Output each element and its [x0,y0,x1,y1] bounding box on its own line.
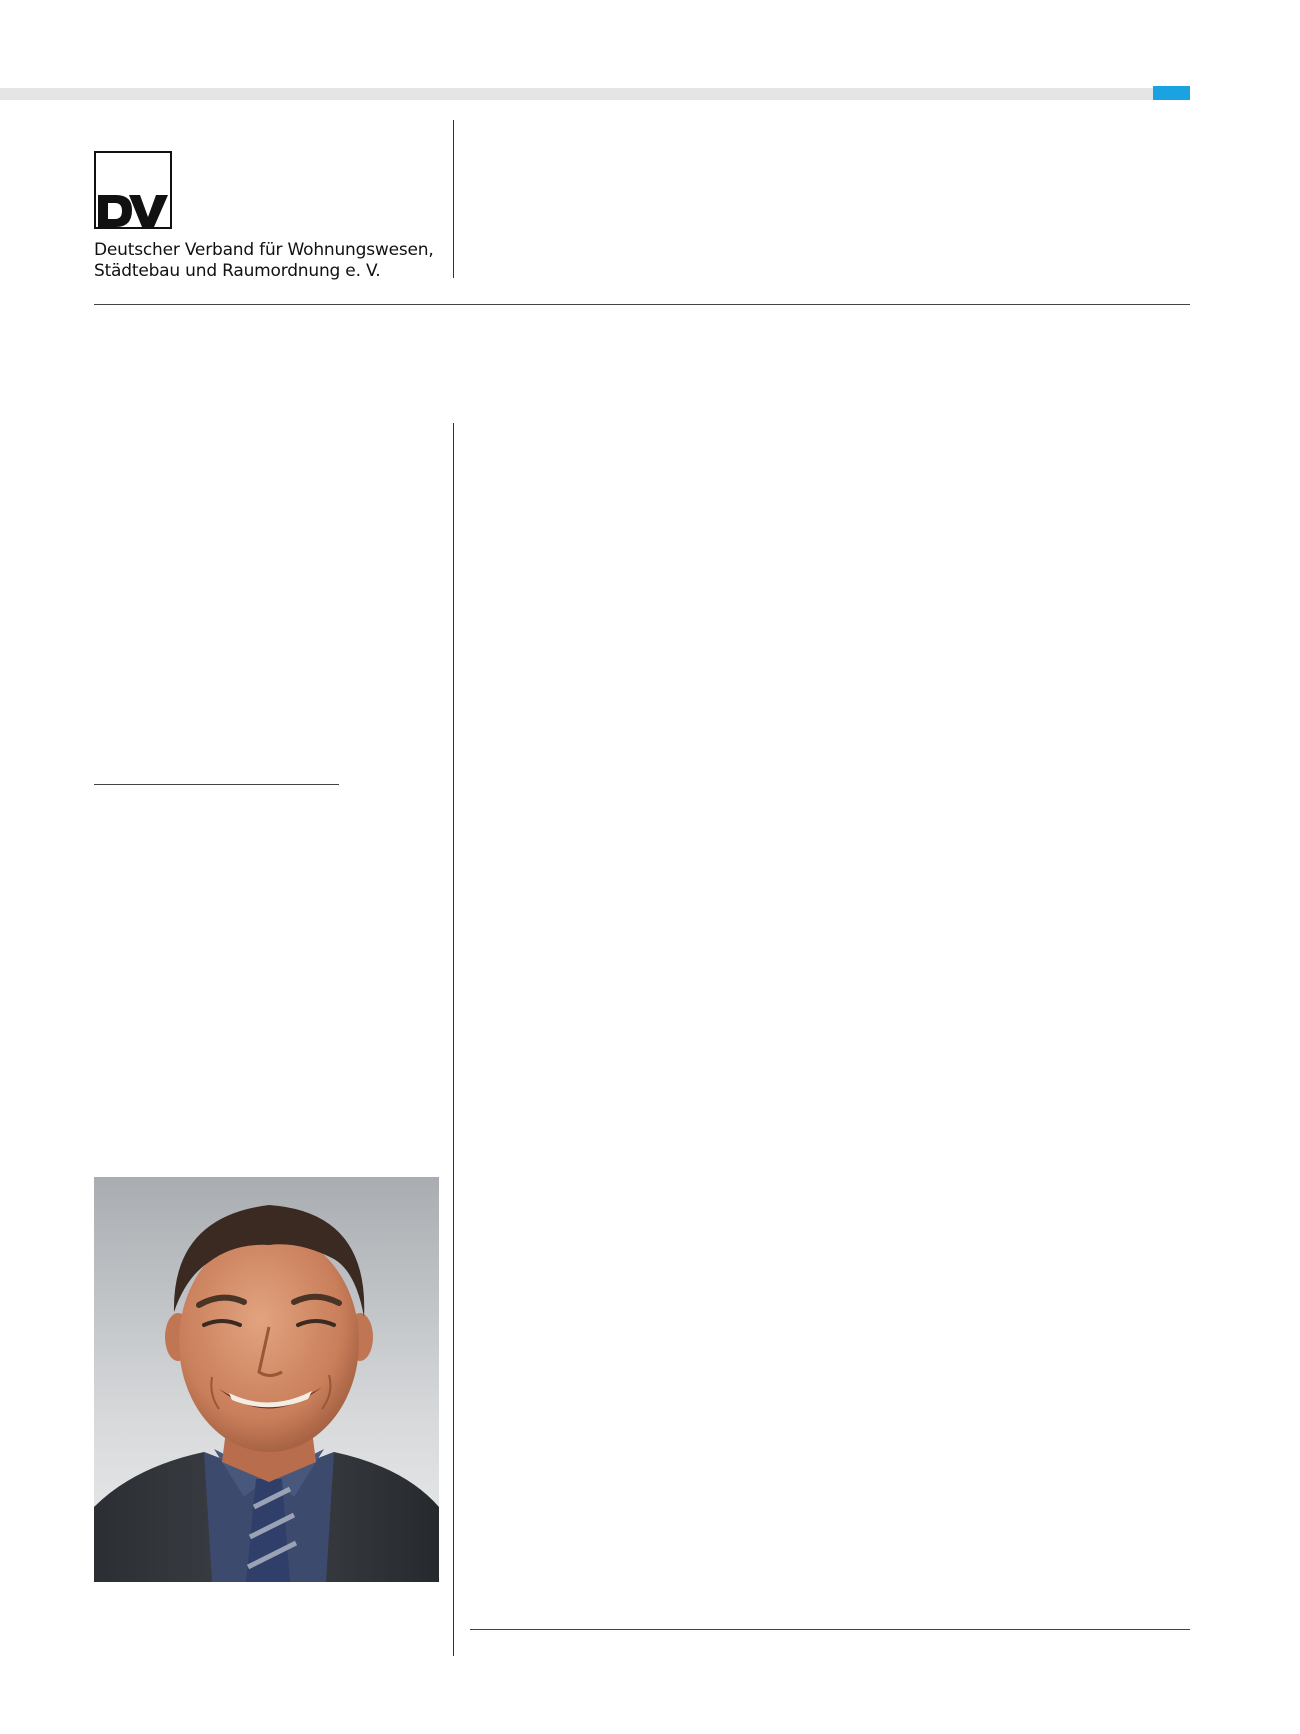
sidebar-rule [94,784,339,785]
org-name-line-2: Städtebau und Raumordnung e. V. [94,261,381,281]
org-name [94,240,454,282]
org-name-line-1: Deutscher Verband für Wohnungswesen, [94,240,434,260]
header-divider-horizontal [94,304,1190,305]
column-divider-vertical [453,423,454,1656]
portrait-photo [94,1177,439,1582]
header-gray-bar [0,88,1153,100]
portrait-photo-icon [94,1177,439,1582]
header-accent-block [1153,86,1190,100]
dv-logo [94,151,172,229]
footer-rule [470,1629,1190,1630]
header-divider-vertical [453,120,454,278]
dv-logo-mark [96,153,170,227]
